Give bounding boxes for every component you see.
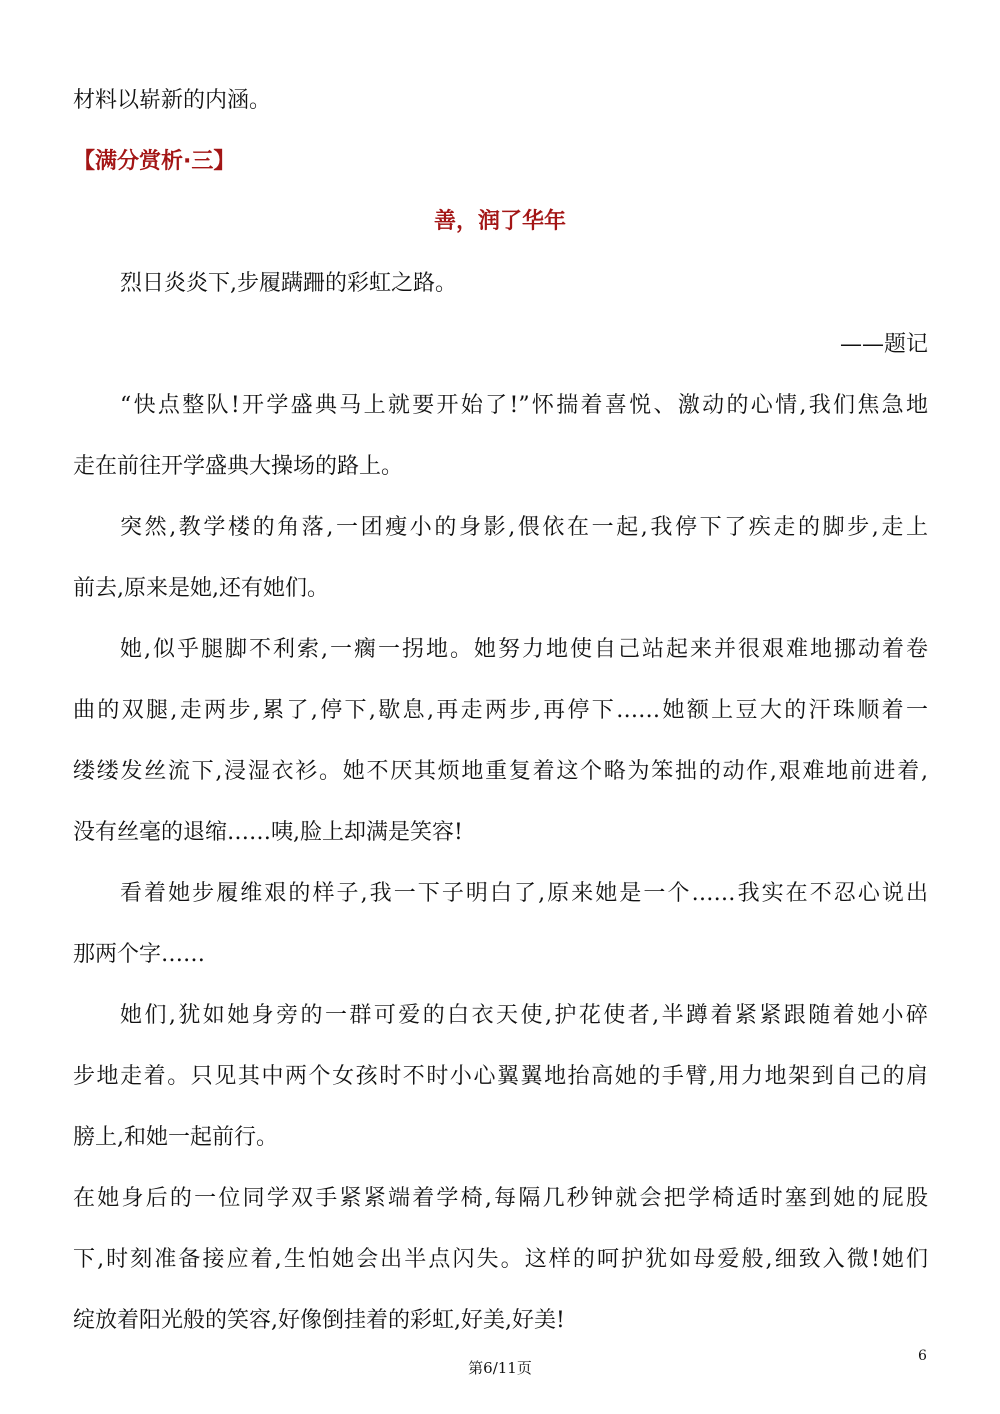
page-number: 6 (918, 1348, 927, 1364)
paragraph-line: 她们,犹如她身旁的一群可爱的白衣天使,护花使者,半蹲着紧紧跟随着她小碎 (120, 1003, 928, 1028)
epigraph: 烈日炎炎下,步履蹒跚的彩虹之路。 (120, 271, 457, 296)
paragraph-line: “快点整队!开学盛典马上就要开始了!”怀揣着喜悦、激动的心情,我们焦急地 (120, 393, 928, 418)
paragraph-line: 看着她步履维艰的样子,我一下子明白了,原来她是一个……我实在不忍心说出 (120, 881, 928, 906)
paragraph-line: 没有丝毫的退缩……咦,脸上却满是笑容! (73, 820, 463, 845)
paragraph-line: 前去,原来是她,还有她们。 (73, 576, 329, 601)
paragraph-line: 绽放着阳光般的笑容,好像倒挂着的彩虹,好美,好美! (73, 1308, 565, 1333)
paragraph-line: 曲的双腿,走两步,累了,停下,歇息,再走两步,再停下……她额上豆大的汗珠顺着一 (73, 698, 928, 723)
paragraph-line: 突然,教学楼的角落,一团瘦小的身影,偎依在一起,我停下了疾走的脚步,走上 (120, 515, 928, 540)
paragraph-line: 膀上,和她一起前行。 (73, 1125, 278, 1150)
page-footer: 第6/11页 (468, 1359, 532, 1377)
epigraph-attribution: ——题记 (839, 332, 928, 357)
paragraph-line: 下,时刻准备接应着,生怕她会出半点闪失。这样的呵护犹如母爱般,细致入微!她们 (73, 1247, 928, 1272)
paragraph-line: 步地走着。只见其中两个女孩时不时小心翼翼地抬高她的手臂,用力地架到自己的肩 (73, 1064, 928, 1089)
paragraph-line: 缕缕发丝流下,浸湿衣衫。她不厌其烦地重复着这个略为笨拙的动作,艰难地前进着, (73, 759, 928, 784)
paragraph-line: 走在前往开学盛典大操场的路上。 (73, 454, 404, 479)
paragraph-line: 那两个字…… (73, 942, 206, 967)
previous-paragraph-tail: 材料以崭新的内涵。 (73, 88, 272, 113)
essay-title: 善，润了华年 (433, 209, 566, 234)
paragraph-line: 在她身后的一位同学双手紧紧端着学椅,每隔几秒钟就会把学椅适时塞到她的屁股 (73, 1186, 928, 1211)
paragraph-line: 她,似乎腿脚不利索,一瘸一拐地。她努力地使自己站起来并很艰难地挪动着卷 (120, 637, 928, 662)
section-heading: 【满分赏析·三】 (73, 149, 236, 174)
